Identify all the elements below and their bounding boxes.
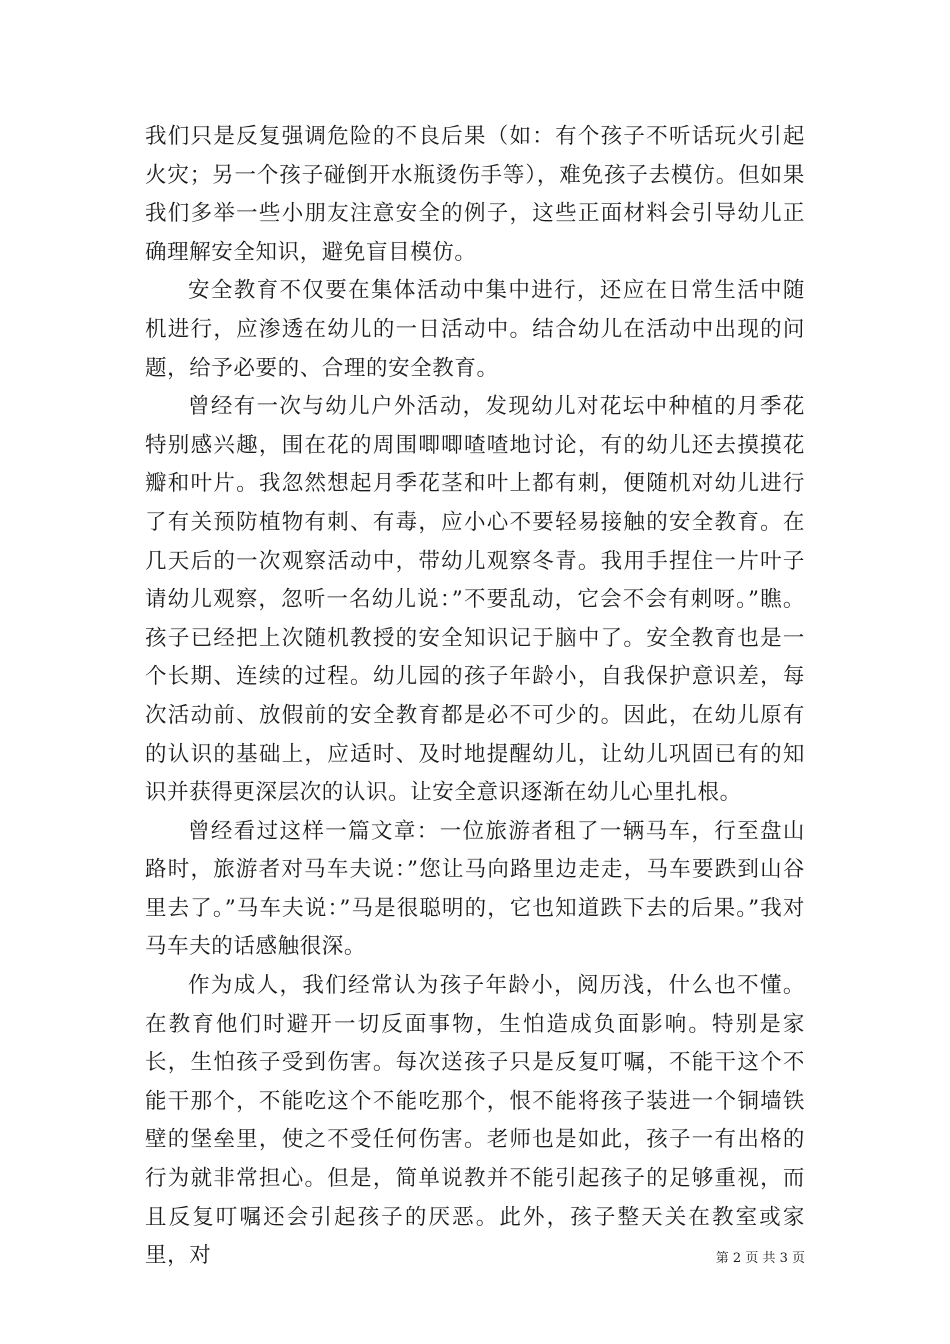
paragraph-5: 作为成人，我们经常认为孩子年龄小，阅历浅，什么也不懂。在教育他们时避开一切反面事物，生怕造成负面影响。特别是家长，生怕孩子受到伤害。每次送孩子只是反复叮嘱，不能干这个不能干那个，不能吃这个不能吃那个，恨不能将孩子装进一个铜墙铁壁的堡垒里，使之不受任何伤害。老师也是如此，孩子一有出格的行为就非常担心。但是，简单说教并不能引起孩子的足够重视，而且反复叮嘱还会引起孩子的厌恶。此外，孩子整天关在教室或家里，对	[145, 973, 805, 1269]
paragraph-3: 曾经有一次与幼儿户外活动，发现幼儿对花坛中种植的月季花特别感兴趣，围在花的周围唧唧喳喳地讨论，有的幼儿还去摸摸花瓣和叶片。我忽然想起月季花茎和叶上都有刺，便随机对幼儿进行了有关预防植物有刺、有毒，应小心不要轻易接触的安全教育。在几天后的一次观察活动中，带幼儿观察冬青。我用手捏住一片叶子请幼儿观察，忽听一名幼儿说：”不要乱动，它会不会有刺呀。”瞧。孩子已经把上次随机教授的安全知识记于脑中了。安全教育也是一个长期、连续的过程。幼儿园的孩子年龄小，自我保护意识差，每次活动前、放假前的安全教育都是必不可少的。因此，在幼儿原有的认识的基础上，应适时、及时地提醒幼儿，让幼儿巩固已有的知识并获得更深层次的认识。让安全意识逐渐在幼儿心里扎根。	[145, 394, 805, 806]
paragraph-4: 曾经看过这样一篇文章：一位旅游者租了一辆马车，行至盘山路时，旅游者对马车夫说：”您让马向路里边走走，马车要跌到山谷里去了。”马车夫说：”马是很聪明的，它也知道跌下去的后果。”我对马车夫的话感触很深。	[145, 818, 805, 960]
paragraph-2: 安全教育不仅要在集体活动中集中进行，还应在日常生活中随机进行，应渗透在幼儿的一日活动中。结合幼儿在活动中出现的问题，给予必要的、合理的安全教育。	[145, 278, 805, 381]
paragraph-1: 我们只是反复强调危险的不良后果（如：有个孩子不听话玩火引起火灾；另一个孩子碰倒开水瓶烫伤手等），难免孩子去模仿。但如果我们多举一些小朋友注意安全的例子，这些正面材料会引导幼儿正确理解安全知识，避免盲目模仿。	[145, 124, 805, 265]
page-number: 第 2 页 共 3 页	[715, 1251, 805, 1266]
document-body	[145, 118, 805, 1276]
